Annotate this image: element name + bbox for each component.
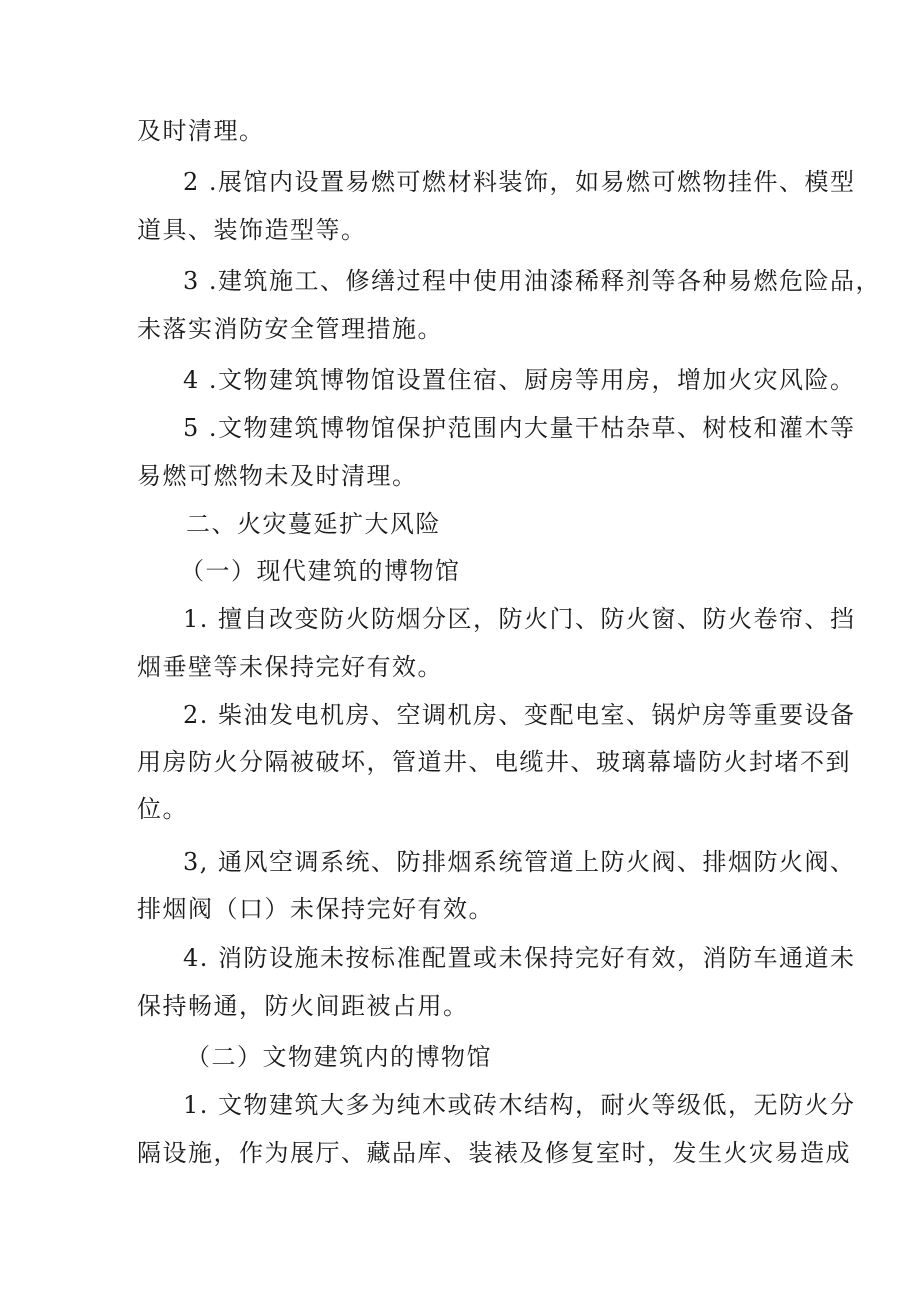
text-line: 排烟阀（口）未保持完好有效。 xyxy=(137,895,494,923)
text-line: 2 .展馆内设置易燃可燃材料装饰，如易燃可燃物挂件、模型 xyxy=(183,168,856,196)
text-line: 4 .文物建筑博物馆设置住宿、厨房等用房，增加火灾风险。 xyxy=(183,366,856,394)
text-line: 1. 文物建筑大多为纯木或砖木结构，耐火等级低，无防火分 xyxy=(183,1091,856,1119)
text-line: 3, 通风空调系统、防排烟系统管道上防火阀、排烟防火阀、 xyxy=(183,848,856,876)
text-line: 4. 消防设施未按标准配置或未保持完好有效，消防车通道未 xyxy=(183,944,856,972)
text-line: 及时清理。 xyxy=(137,117,265,145)
text-line: 3 .建筑施工、修缮过程中使用油漆稀释剂等各种易燃危险品， xyxy=(183,267,882,295)
section-heading: 二、火灾蔓延扩大风险 xyxy=(186,510,441,538)
text-line: 2. 柴油发电机房、空调机房、变配电室、锅炉房等重要设备 xyxy=(183,701,856,729)
text-line: 易燃可燃物未及时清理。 xyxy=(137,462,418,490)
text-line: 未落实消防安全管理措施。 xyxy=(137,315,443,343)
text-line: 1. 擅自改变防火防烟分区，防火门、防火窗、防火卷帘、挡 xyxy=(183,605,856,633)
text-line: 用房防火分隔被破坏，管道井、电缆井、玻璃幕墙防火封堵不到 xyxy=(137,748,851,776)
text-line: 烟垂壁等未保持完好有效。 xyxy=(137,653,443,681)
subsection-heading: （二）文物建筑内的博物馆 xyxy=(186,1043,492,1071)
subsection-heading: （一）现代建筑的博物馆 xyxy=(180,557,461,585)
text-line: 隔设施，作为展厅、藏品库、装裱及修复室时，发生火灾易造成 xyxy=(137,1139,851,1167)
text-line: 位。 xyxy=(137,795,188,823)
text-line: 5 .文物建筑博物馆保护范围内大量干枯杂草、树枝和灌木等 xyxy=(183,414,856,442)
text-line: 道具、装饰造型等。 xyxy=(137,216,367,244)
text-line: 保持畅通，防火间距被占用。 xyxy=(137,992,469,1020)
